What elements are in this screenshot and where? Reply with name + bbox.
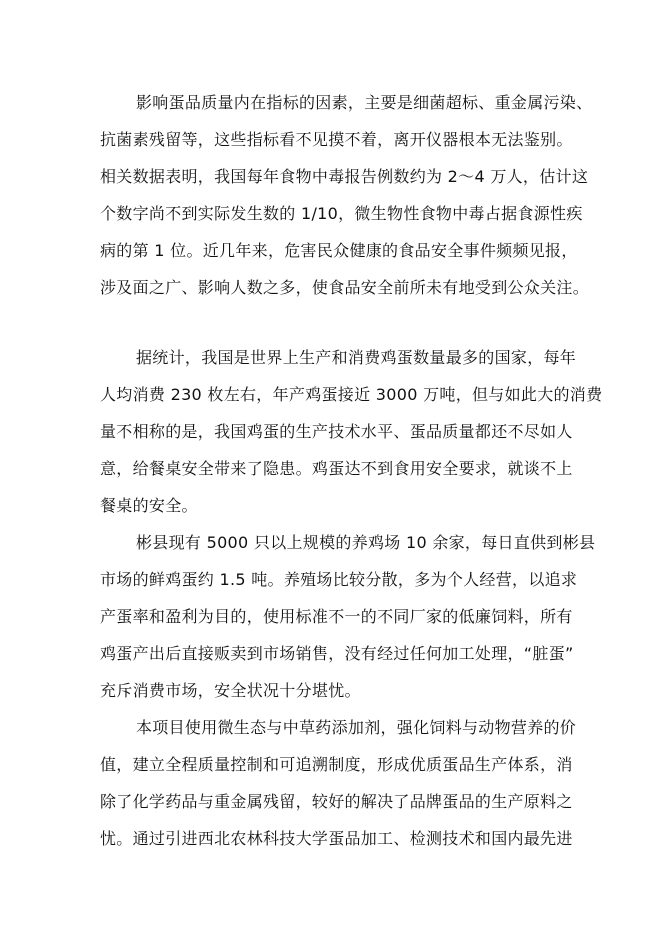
paragraph-4-line-4: 忧。通过引进西北农林科技大学蛋品加工、检测技术和国内最先进 bbox=[100, 829, 573, 848]
paragraph-1-line-4: 个数字尚不到实际发生数的 1/10，微生物性食物中毒占据食源性疾 bbox=[100, 204, 583, 223]
paragraph-4-line-1: 本项目使用微生态与中草药添加剂，强化饲料与动物营养的价 bbox=[136, 718, 577, 737]
paragraph-1-line-2: 抗菌素残留等，这些指标看不见摸不着，离开仪器根本无法鉴别。 bbox=[100, 130, 573, 149]
paragraph-4-line-3: 除了化学药品与重金属残留，较好的解决了品牌蛋品的生产原料之 bbox=[100, 792, 573, 811]
paragraph-1-line-1: 影响蛋品质量内在指标的因素，主要是细菌超标、重金属污染、 bbox=[136, 93, 593, 112]
paragraph-2-line-2: 人均消费 230 枚左右，年产鸡蛋接近 3000 万吨，但与如此大的消费 bbox=[100, 385, 603, 404]
paragraph-1-line-6: 涉及面之广、影响人数之多，使食品安全前所未有地受到公众关注。 bbox=[100, 278, 590, 297]
paragraph-2-line-1: 据统计，我国是世界上生产和消费鸡蛋数量最多的国家，每年 bbox=[136, 348, 577, 367]
paragraph-3-line-5: 充斥消费市场，安全状况十分堪忧。 bbox=[100, 681, 361, 700]
paragraph-3-line-2: 市场的鲜鸡蛋约 1.5 吨。养殖场比较分散，多为个人经营，以追求 bbox=[100, 570, 578, 589]
paragraph-3-line-3: 产蛋率和盈利为目的，使用标准不一的不同厂家的低廉饲料，所有 bbox=[100, 607, 573, 626]
paragraph-2-line-4: 意，给餐桌安全带来了隐患。鸡蛋达不到食用安全要求，就谈不上 bbox=[100, 459, 573, 478]
paragraph-4-line-2: 值，建立全程质量控制和可追溯制度，形成优质蛋品生产体系，消 bbox=[100, 755, 573, 774]
paragraph-3-line-4: 鸡蛋产出后直接贩卖到市场销售，没有经过任何加工处理，“脏蛋” bbox=[100, 644, 574, 663]
paragraph-1-line-3: 相关数据表明，我国每年食物中毒报告例数约为 2～4 万人，估计这 bbox=[100, 167, 589, 186]
paragraph-2-line-5: 餐桌的安全。 bbox=[100, 496, 198, 515]
paragraph-1-line-5: 病的第 1 位。近几年来，危害民众健康的食品安全事件频频见报， bbox=[100, 241, 578, 260]
paragraph-3-line-1: 彬县现有 5000 只以上规模的养鸡场 10 余家，每日直供到彬县 bbox=[136, 533, 596, 552]
paragraph-2-line-3: 量不相称的是，我国鸡蛋的生产技术水平、蛋品质量都还不尽如人 bbox=[100, 422, 573, 441]
